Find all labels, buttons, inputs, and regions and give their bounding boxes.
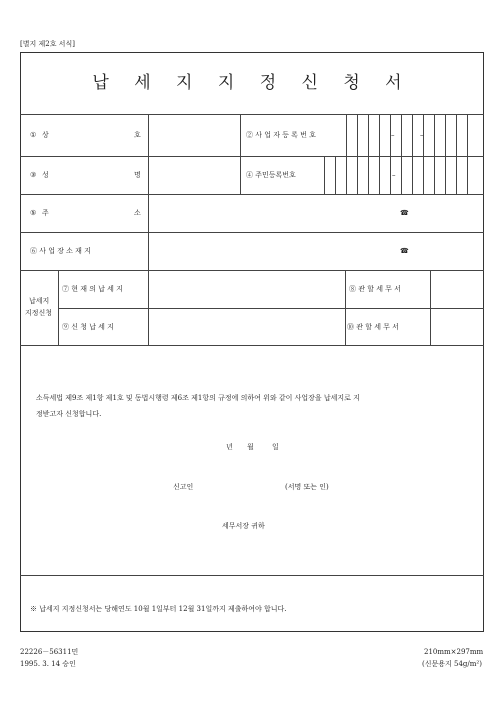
resident-number-dash: – xyxy=(392,171,396,179)
applicant-label: 신고인 xyxy=(173,483,194,491)
requested-tax-place-field[interactable] xyxy=(149,309,345,345)
trade-name-label-b: 호 xyxy=(134,131,141,139)
divider xyxy=(240,156,241,194)
business-location-label: ⑥ 사 업 장 소 재 지 xyxy=(30,247,91,255)
phone-icon: ☎ xyxy=(400,247,409,255)
signature-label: (서명 또는 인) xyxy=(285,483,329,491)
reg-number-dash: – xyxy=(391,131,395,139)
applicant-signature-field[interactable] xyxy=(200,478,280,494)
requested-tax-office-field[interactable] xyxy=(431,309,484,345)
current-tax-office-field[interactable] xyxy=(431,271,484,308)
name-label-b: 명 xyxy=(134,171,141,179)
approval-date: 1995. 3. 14 승인 xyxy=(20,660,76,668)
divider xyxy=(240,114,241,156)
divider xyxy=(345,270,346,345)
date-day: 일 xyxy=(272,443,279,451)
form-label: [별지 제2호 서식] xyxy=(20,40,75,48)
business-reg-number-boxes[interactable] xyxy=(346,114,484,156)
current-tax-place-field[interactable] xyxy=(149,271,345,308)
phone-icon: ☎ xyxy=(400,209,409,217)
paper-size: 210mm×297mm xyxy=(424,648,484,656)
section-label-line2: 지정신청 xyxy=(25,309,53,317)
name-label-a: 성 xyxy=(42,171,49,179)
form-title: 납 세 지 지 정 신 청 서 xyxy=(92,73,412,93)
trade-name-label-a: 상 xyxy=(42,131,49,139)
statement-line-2: 정받고자 신청합니다. xyxy=(36,410,102,418)
trade-name-number: ① xyxy=(30,131,37,139)
statement-line-1: 소득세법 제9조 제1항 제1호 및 동법시행령 제6조 제1항의 규정에 의하여 위와 같이 사업장을 납세지로 지 xyxy=(36,394,360,402)
requested-tax-place-label: ⑨ 신 청 납 세 지 xyxy=(62,323,114,331)
divider xyxy=(20,575,484,576)
address-label-a: 주 xyxy=(42,209,49,217)
resident-number-boxes[interactable] xyxy=(324,156,484,194)
resident-number-label: ④ 주민등록번호 xyxy=(246,171,296,179)
section-label-line1: 납세지 xyxy=(29,297,50,305)
current-tax-place-label: ⑦ 현 재 의 납 세 지 xyxy=(62,285,123,293)
reg-number-dash: – xyxy=(420,131,424,139)
recipient-label: 세무서장 귀하 xyxy=(222,522,265,530)
form-code: 22226－56311민 xyxy=(20,648,79,656)
business-location-field[interactable] xyxy=(149,233,484,270)
address-label-b: 소 xyxy=(134,209,141,217)
current-tax-office-label: ⑧ 관 할 세 무 서 xyxy=(349,285,401,293)
divider xyxy=(58,270,59,345)
address-field[interactable] xyxy=(149,195,484,232)
address-number: ⑤ xyxy=(30,209,37,217)
filing-note: ※ 납세지 지정신청서는 당해연도 10월 1일부터 12월 31일까지 제출하여야 합니다. xyxy=(30,605,287,613)
date-year: 년 xyxy=(226,443,233,451)
divider xyxy=(20,345,484,346)
name-number: ③ xyxy=(30,171,37,179)
business-reg-number-label: ② 사 업 자 등 록 번 호 xyxy=(246,131,316,139)
requested-tax-office-label: ⑩ 관 할 세 무 서 xyxy=(347,323,399,331)
paper-spec: (신문용지 54g/m²) xyxy=(422,660,482,668)
date-month: 월 xyxy=(247,443,254,451)
